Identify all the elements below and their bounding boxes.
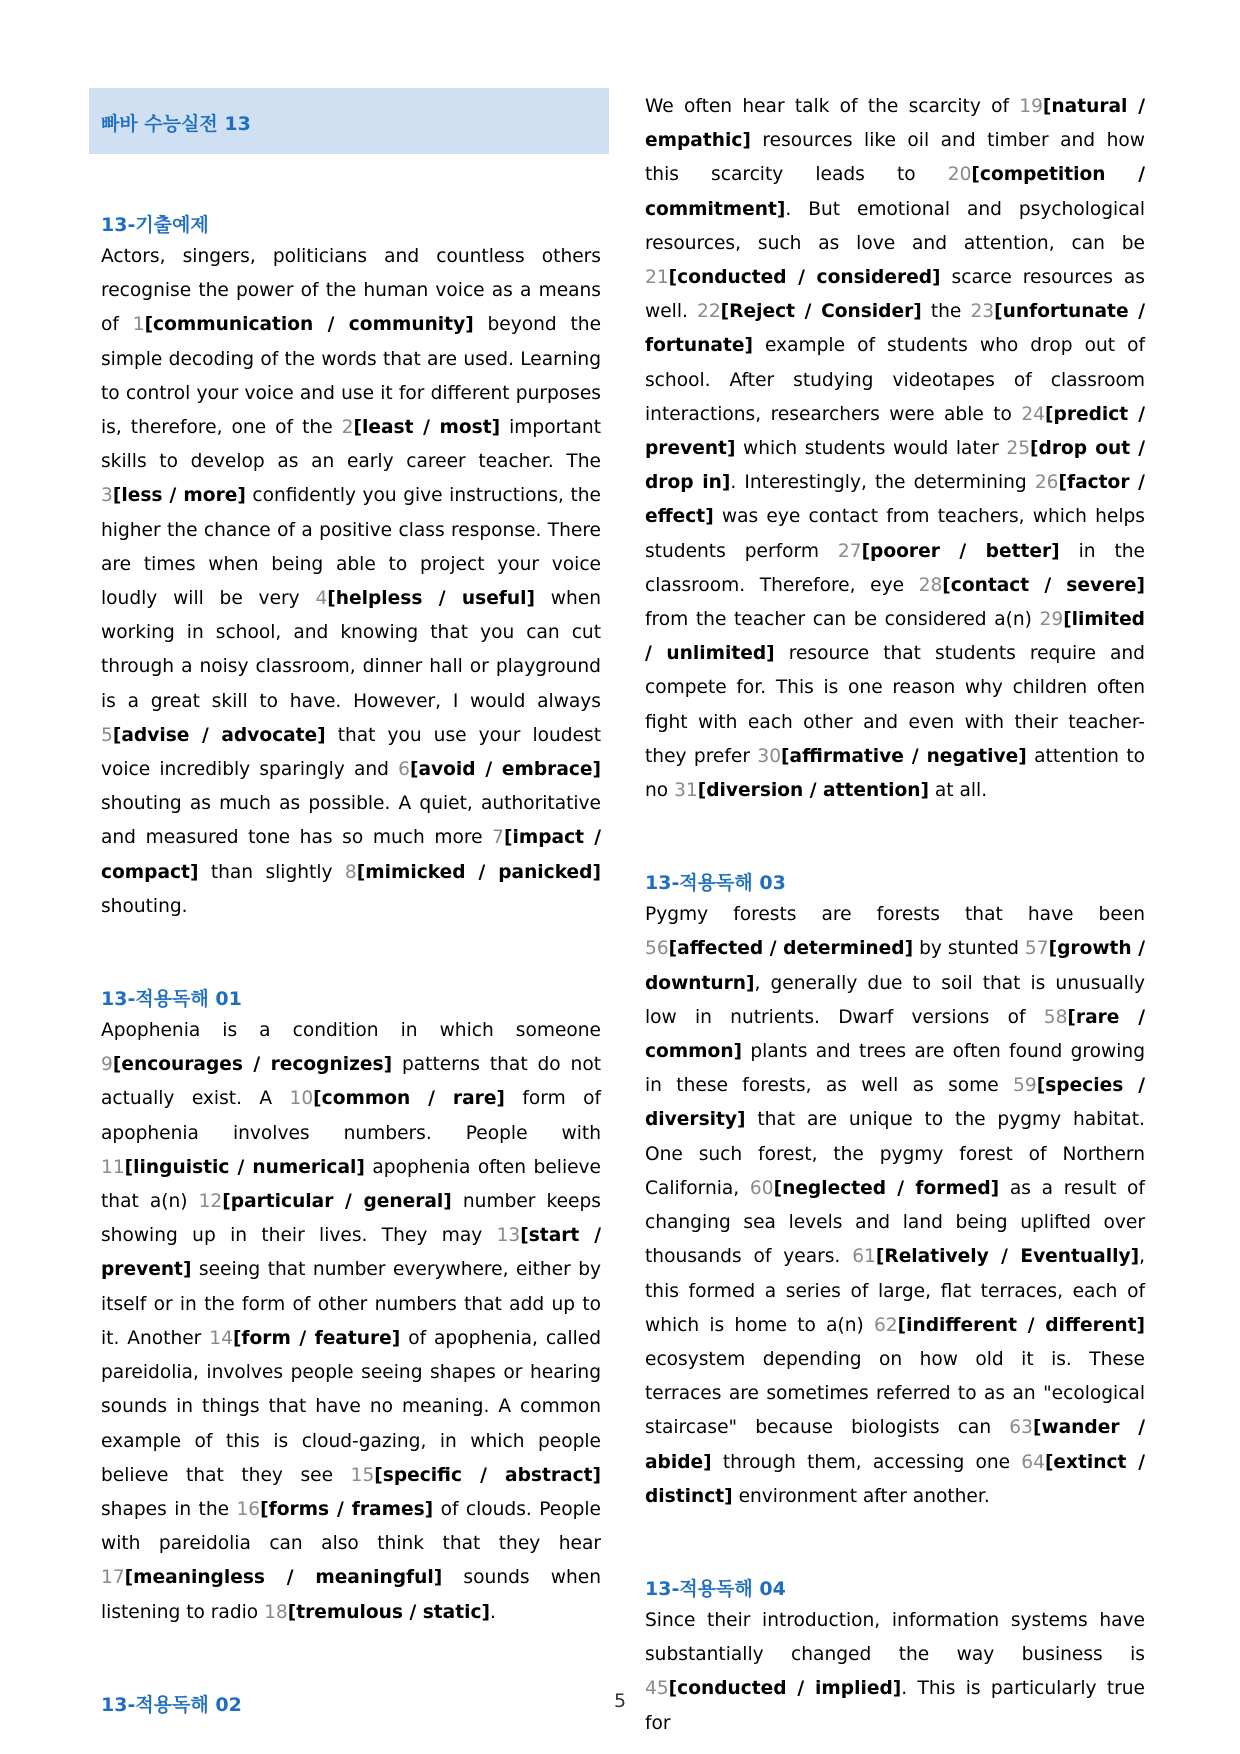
choice-options: [Reject / Consider] [720,301,922,323]
item-number: 58 [1043,1006,1068,1028]
choice-options: [avoid / embrace] [409,759,601,781]
choice-options: [least / most] [353,417,501,439]
page-number: 5 [613,1690,627,1712]
choice-options: [diversion / attention] [697,780,929,802]
choice-options: [tremulous / static] [287,1601,491,1623]
item-number: 63 [1009,1417,1033,1439]
left-column [101,210,601,1720]
choice-options: [contact / severe] [942,574,1145,596]
item-number: 18 [264,1601,288,1623]
choice-options: [competition / commitment] [645,164,1146,220]
page-header-title: 빠바 수능실전 13 [101,113,251,135]
item-number: 22 [696,301,721,323]
item-number: 3 [101,485,113,507]
item-number: 61 [852,1246,876,1268]
passage-text: Pygmy forests are forests that have been 56[affected / determined] by stunted 57[growth / downturn], generally due to soil that is unusually low in nutrients. Dwarf versions of 58[rare / common] plants and trees are often found growing in these forests, as well as some 59[species / diversity] that are unique to the pygmy habitat. One such forest, the pygmy forest of Northern California, 60[neglected / formed] as a result of changing sea levels and land being uplifted over thousands of years. 61[Relatively / Eventually], this formed a series of large, flat terraces, each of which is home to a(n) 62[indifferent / different] ecosystem depending on how old it is. These terraces are sometimes referred to as an "ecological staircase" because biologists can 63[wander / abide] through them, accessing one 64[extinct / distinct] environment after another. [645,904,1146,1507]
item-number: 28 [918,574,943,596]
section-title: 13-적용독해 02 [101,1693,242,1716]
choice-options: [mimicked / panicked] [356,861,601,883]
item-number: 17 [101,1567,125,1589]
choice-options: [factor / effect] [645,472,1145,528]
item-number: 25 [1006,438,1031,460]
item-number: 64 [1021,1451,1045,1473]
choice-options: [less / more] [112,485,246,507]
choice-options: [drop out / drop in] [645,438,1145,494]
choice-options: [linguistic / numerical] [124,1156,365,1178]
header-box [89,88,609,154]
choice-options: [indifferent / different] [897,1314,1145,1336]
section-title: 13-적용독해 03 [645,872,786,895]
choice-options: [unfortunate / fortunate] [645,301,1145,357]
section-title: 13-적용독해 04 [645,1577,786,1600]
choice-options: [start / prevent] [101,1225,601,1281]
item-number: 14 [209,1327,233,1349]
choice-options: [rare / common] [645,1006,1145,1063]
item-number: 13 [496,1225,521,1247]
choice-options: [affirmative / negative] [781,745,1027,767]
choice-options: [growth / downturn] [645,938,1145,994]
choice-options: [helpless / useful] [327,588,536,610]
choice-options: [wander / abide] [645,1417,1145,1473]
item-number: 10 [289,1088,314,1110]
choice-options: [conducted / considered] [668,267,941,289]
choice-options: [neglected / formed] [773,1177,1000,1199]
item-number: 23 [970,301,995,323]
item-number: 11 [101,1156,125,1178]
choice-options: [Relatively / Eventually] [875,1246,1140,1268]
item-number: 59 [1013,1075,1037,1097]
choice-options: [limited / unlimited] [645,609,1145,665]
choice-options: [forms / frames] [260,1498,434,1520]
choice-options: [impact / compact] [101,827,601,883]
item-number: 5 [101,724,113,746]
choice-options: [species / diversity] [645,1075,1145,1131]
item-number: 31 [674,780,698,802]
choice-options: [specific / abstract] [374,1464,601,1486]
choice-options: [form / feature] [232,1327,401,1349]
passage-text: Actors, singers, politicians and countless others recognise the power of the human voice as a means of 1[communication / community] beyond the simple decoding of the words that are used. Learning to control your voice and use it for different purposes is, therefore, one of the 2[least / most] important skills to develop as an early career teacher. The 3[less / more] confidently you give instructions, the higher the chance of a positive class response. There are times when being able to project your voice loudly will be very 4[helpless / useful] when working in school, and knowing that you can cut through a noisy classroom, dinner hall or playground is a great skill to have. However, I would always 5[advise / advocate] that you use your loudest voice incredibly sparingly and 6[avoid / embrace] shouting as much as possible. A quiet, authoritative and measured tone has so much more 7[impact / compact] than slightly 8[mimicked / panicked] shouting. [101,246,602,917]
item-number: 57 [1024,938,1049,960]
section-title: 13-적용독해 01 [101,988,242,1011]
section-title: 13-기출예제 [101,214,209,236]
item-number: 12 [198,1191,223,1213]
choice-options: [conducted / implied] [668,1678,902,1700]
item-number: 15 [350,1464,375,1486]
choice-options: [affected / determined] [668,938,914,960]
choice-options: [predict / prevent] [645,403,1145,460]
item-number: 8 [344,861,357,883]
passage-text: Since their introduction, information systems have substantially changed the way business is 45[conducted / implied]. This is particularly true for [645,1609,1145,1734]
item-number: 2 [341,417,354,439]
choice-options: [natural / empathic] [645,96,1145,152]
item-number: 16 [236,1498,261,1520]
item-number: 21 [645,267,669,289]
item-number: 29 [1039,609,1064,631]
item-number: 24 [1021,403,1046,425]
choice-options: [meaningless / meaningful] [124,1567,443,1589]
choice-options: [encourages / recognizes] [112,1054,393,1076]
item-number: 56 [645,938,669,960]
item-number: 9 [101,1054,113,1076]
passage-text: We often hear talk of the scarcity of 19[natural / empathic] resources like oil and timber and how this scarcity leads to 20[competition / commitment]. But emotional and psychological resources, such as love and attention, can be 21[conducted / considered] scarce resources as well. 22[Reject / Consider] the 23[unfortunate / fortunate] example of students who drop out of school. After studying videotapes of classroom interactions, researchers were able to 24[predict / prevent] which students would later 25[drop out / drop in]. Interestingly, the determining 26[factor / effect] was eye contact from teachers, which helps students perform 27[poorer / better] in the classroom. Therefore, eye 28[contact / severe] from the teacher can be considered a(n) 29[limited / unlimited] resource that students require and compete for. This is one reason why children often fight with each other and even with their teacher-they prefer 30[affirmative / negative] attention to no 31[diversion / attention] at all. [645,96,1146,802]
item-number: 30 [757,745,782,767]
choice-options: [communication / community] [144,314,474,336]
item-number: 6 [398,759,410,781]
right-column [645,90,1145,1741]
item-number: 62 [873,1314,898,1336]
choice-options: [extinct / distinct] [645,1451,1146,1507]
item-number: 4 [315,588,328,610]
choice-options: [particular / general] [222,1191,452,1213]
item-number: 27 [837,540,862,562]
item-number: 20 [947,164,972,186]
item-number: 60 [749,1177,774,1199]
item-number: 7 [492,827,504,849]
choice-options: [common / rare] [313,1088,505,1110]
item-number: 19 [1019,96,1043,117]
choice-options: [advise / advocate] [112,724,326,746]
item-number: 1 [132,314,145,336]
passage-text: Apophenia is a condition in which someone 9[encourages / recognizes] patterns that do not actually exist. A 10[common / rare] form of apophenia involves numbers. People with 11[linguistic / numerical] apophenia often believe that a(n) 12[particular / general] number keeps showing up in their lives. They may 13[start / prevent] seeing that number everywhere, either by itself or in the form of other numbers that add up to it. Another 14[form / feature] of apophenia, called pareidolia, involves people seeing shapes or hearing sounds in things that have no meaning. A common example of this is cloud-gazing, in which people believe that they see 15[specific / abstract] shapes in the 16[forms / frames] of clouds. People with pareidolia can also think that they hear 17[meaningless / meaningful] sounds when listening to radio 18[tremulous / static]. [101,1020,602,1623]
choice-options: [poorer / better] [861,540,1060,562]
item-number: 26 [1034,472,1059,494]
item-number: 45 [645,1678,669,1700]
